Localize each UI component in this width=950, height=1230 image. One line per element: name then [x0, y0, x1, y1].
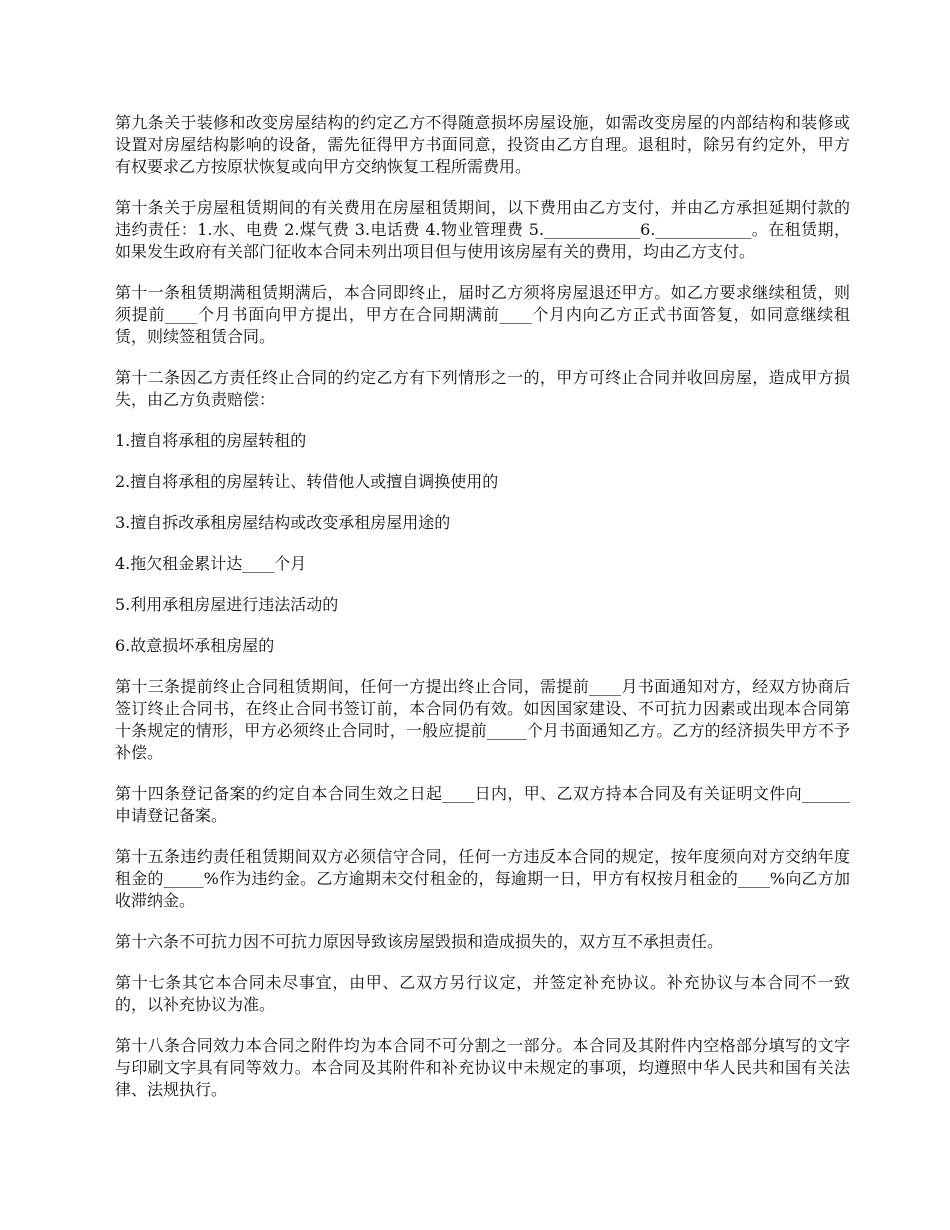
document-body [115, 112, 850, 1120]
article-12-item-3: 3.擅自拆改承租房屋结构或改变承租房屋用途的 [115, 513, 451, 532]
article-9: 第九条关于装修和改变房屋结构的约定乙方不得随意损坏房屋设施，如需改变房屋的内部结构和装修或设置对房屋结构影响的设备，需先征得甲方书面同意，投资由乙方自理。退租时，除另有约定外，甲方有权要求乙方按原状恢复或向甲方交纳恢复工程所需费用。 [115, 113, 850, 176]
article-14: 第十四条登记备案的约定自本合同生效之日起____日内，甲、乙双方持本合同及有关证明文件向______申请登记备案。 [115, 784, 850, 825]
article-12-item-6: 6.故意损坏承租房屋的 [115, 636, 275, 655]
article-11: 第十一条租赁期满租赁期满后，本合同即终止，届时乙方须将房屋退还甲方。如乙方要求继续租赁，则须提前____个月书面向甲方提出，甲方在合同期满前____个月内向乙方正式书面答复，如同意继续租赁，则续签租赁合同。 [115, 283, 850, 346]
article-12: 第十二条因乙方责任终止合同的约定乙方有下列情形之一的，甲方可终止合同并收回房屋，造成甲方损失，由乙方负责赔偿： [115, 368, 850, 409]
article-15: 第十五条违约责任租赁期间双方必须信守合同，任何一方违反本合同的规定，按年度须向对方交纳年度租金的_____%作为违约金。乙方逾期未交付租金的，每逾期一日，甲方有权按月租金的____%向乙方加收滞纳金。 [115, 847, 850, 910]
article-12-item-4: 4.拖欠租金累计达____个月 [115, 554, 307, 573]
article-17: 第十七条其它本合同未尽事宜，由甲、乙双方另行议定，并签定补充协议。补充协议与本合同不一致的，以补充协议为准。 [115, 973, 850, 1014]
article-10: 第十条关于房屋租赁期间的有关费用在房屋租赁期间，以下费用由乙方支付，并由乙方承担延期付款的违约责任：1.水、电费 2.煤气费 3.电话费 4.物业管理费 5.____________6.____________。在租赁期，如果发生政府有关部门征收本合同未列出项目但与使用该房屋有关的费用，均由乙方支付。 [115, 198, 850, 261]
article-16: 第十六条不可抗力因不可抗力原因导致该房屋毁损和造成损失的，双方互不承担责任。 [115, 932, 724, 951]
article-12-item-2: 2.擅自将承租的房屋转让、转借他人或擅自调换使用的 [115, 472, 499, 491]
article-18: 第十八条合同效力本合同之附件均为本合同不可分割之一部分。本合同及其附件内空格部分填写的文字与印刷文字具有同等效力。本合同及其附件和补充协议中未规定的事项，均遵照中华人民共和国有关法律、法规执行。 [115, 1036, 850, 1099]
article-13: 第十三条提前终止合同租赁期间，任何一方提出终止合同，需提前____月书面通知对方，经双方协商后签订终止合同书，在终止合同书签订前，本合同仍有效。如因国家建设、不可抗力因素或出现本合同第十条规定的情形，甲方必须终止合同时，一般应提前_____个月书面通知乙方。乙方的经济损失甲方不予补偿。 [115, 677, 850, 762]
article-12-item-5: 5.利用承租房屋进行违法活动的 [115, 595, 339, 614]
article-12-item-1: 1.擅自将承租的房屋转租的 [115, 431, 307, 450]
